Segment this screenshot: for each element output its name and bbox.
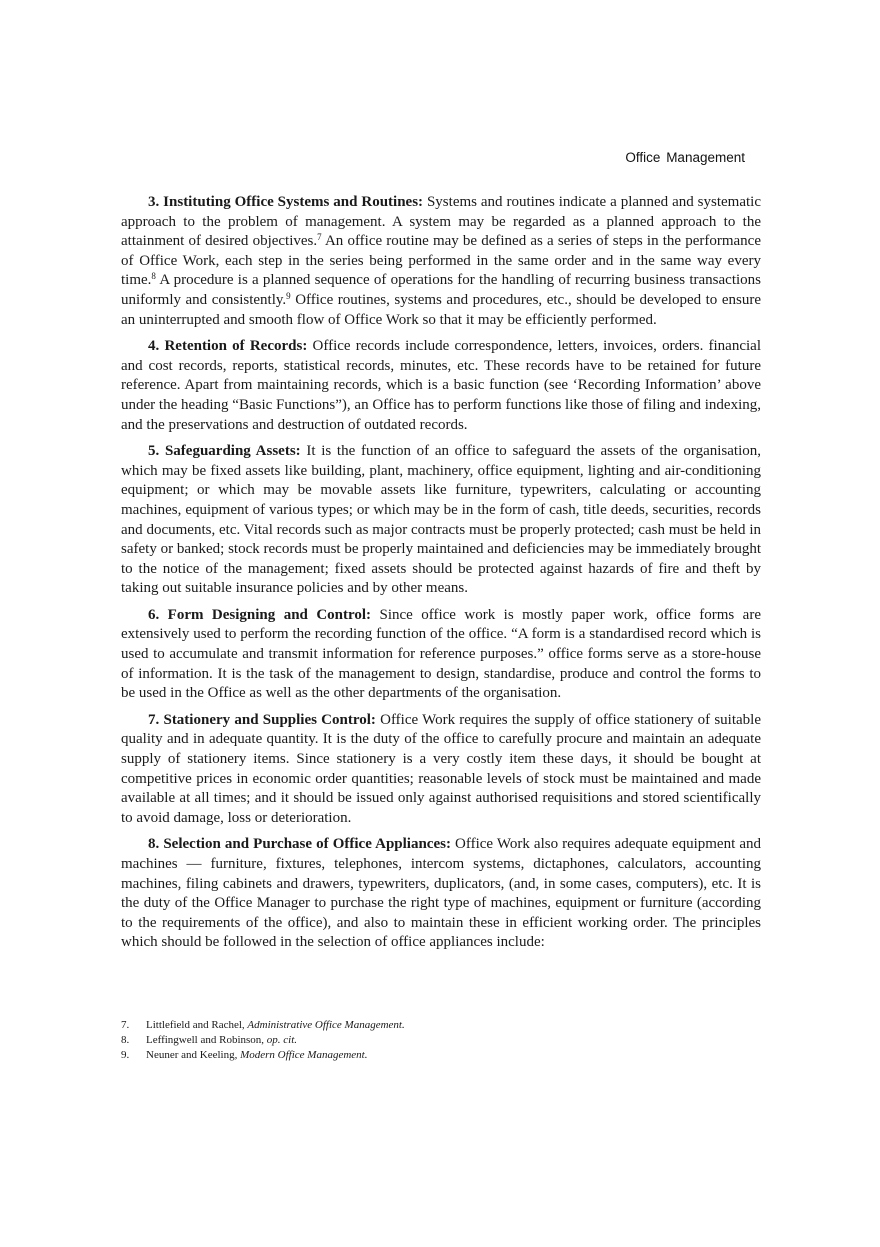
footnote-author: Littlefield and Rachel, — [146, 1019, 248, 1031]
paragraph-text: A procedure is a planned sequence of operations for the handling of recurring business transactions uniformly and consistently. — [121, 272, 761, 308]
section-heading: 4. Retention of Records: — [148, 338, 308, 355]
paragraph-text: Office Work also requires adequate equipment and machines — furniture, fixtures, telephones, intercom systems, dictaphones, calculators, accounting machines, filing cabinets and drawers, typewriters, duplicators, (and, in some cases, computers), etc. It is the duty of the Office Manager to purchase the right type of machines, equipment or furniture (according to the requirements of the office), and also to maintain these in efficient working order. The principles which should be followed in the selection of office appliances include: — [121, 836, 761, 951]
footnote-ref[interactable]: 8 — [151, 271, 156, 282]
paragraph-office-systems — [121, 193, 761, 330]
paragraph-office-appliances — [121, 835, 761, 953]
footnote-number: 9. — [121, 1049, 130, 1061]
footnote-author: Neuner and Keeling, — [146, 1049, 241, 1061]
body-text — [121, 193, 761, 960]
section-heading: 8. Selection and Purchase of Office Appliances: — [148, 836, 451, 853]
footnote-item — [121, 1048, 761, 1063]
footnotes — [121, 1018, 761, 1063]
paragraph-stationery-control — [121, 711, 761, 829]
footnote-text — [146, 1033, 297, 1048]
paragraph-text: Systems and routines indicate a planned and systematic approach to the problem of management. A system may be regarded as a planned approach to the attainment of desired objectives. — [121, 194, 761, 250]
paragraph-text: An office routine may be defined as a series of steps in the performance of Office Work, each step in the series being performed in the same order and in the same way every time. — [121, 233, 761, 289]
paragraph-text: Office routines, systems and procedures, etc., should be developed to ensure an uninterrupted and smooth flow of Office Work so that it may be efficiently performed. — [121, 291, 761, 328]
paragraph-retention-of-records — [121, 337, 761, 435]
section-heading: 6. Form Designing and Control: — [148, 606, 372, 623]
paragraph-text: It is the function of an office to safeguard the assets of the organisation, which may be fixed assets like building, plant, machinery, office equipment, lighting and air-conditioning equipment; or which may be movable assets like furniture, typewriters, calculating or accounting machines, equipment of various types; or which may be in the form of cash, title deeds, securities, records and documents, etc. Vital records such as major contracts must be properly protected; cash must be held in safety or banked; stock records must be properly maintained and deficiencies may be immediately brought to the notice of the management; fixed assets should be protected against hazards of fire and theft by taking out suitable insurance policies and by other means. — [121, 443, 762, 597]
running-header: Office Management — [625, 150, 745, 165]
footnote-title: Administrative Office Management. — [247, 1019, 405, 1031]
paragraph-text: Office Work requires the supply of office stationery of suitable quality and in adequate quantity. It is the duty of the office to carefully procure and maintain an adequate supply of stationery items. Since stationery is a very costly item these days, it should be bought at competitive prices in economic order quantities; reasonable levels of stock must be maintained and made available at all times; and it should be issued only against authorised requisitions and stored scientifically to avoid damage, loss or deterioration. — [121, 711, 761, 826]
section-heading: 5. Safeguarding Assets: — [148, 443, 301, 460]
footnote-title: Modern Office Management. — [240, 1049, 368, 1061]
footnote-author: Leffingwell and Robinson, — [146, 1034, 267, 1046]
footnote-ref[interactable]: 7 — [317, 232, 322, 243]
section-heading: 7. Stationery and Supplies Control: — [148, 711, 376, 728]
section-heading: 3. Instituting Office Systems and Routines: — [148, 194, 424, 210]
paragraph-safeguarding-assets — [121, 442, 761, 599]
paragraph-form-designing — [121, 606, 761, 704]
footnote-title: op. cit. — [266, 1034, 298, 1046]
paragraph-text: Since office work is mostly paper work, office forms are extensively used to perform the recording function of the office. “A form is a standardised record which is used to accumulate and transmit information for reference purposes.” office forms serve as a store-house of information. It is the task of the management to design, standardise, produce and control the forms to be used in the Office as well as the other departments of the organisation. — [121, 606, 761, 702]
footnote-item — [121, 1018, 761, 1033]
footnote-number: 8. — [121, 1034, 130, 1046]
footnote-ref[interactable]: 9 — [286, 290, 291, 301]
paragraph-text: Office records include correspondence, letters, invoices, orders. financial and cost records, reports, statistical records, minutes, etc. These records have to be retained for future reference. Apart from maintaining records, which is a basic function (see ‘Recording Information’ above under the heading “Basic Functions”), an Office has to perform functions like those of filing and indexing, and the preservations and destruction of outdated records. — [121, 338, 761, 433]
footnote-text — [146, 1018, 405, 1033]
footnote-number: 7. — [121, 1019, 130, 1031]
footnote-item — [121, 1033, 761, 1048]
footnote-text — [146, 1048, 367, 1063]
